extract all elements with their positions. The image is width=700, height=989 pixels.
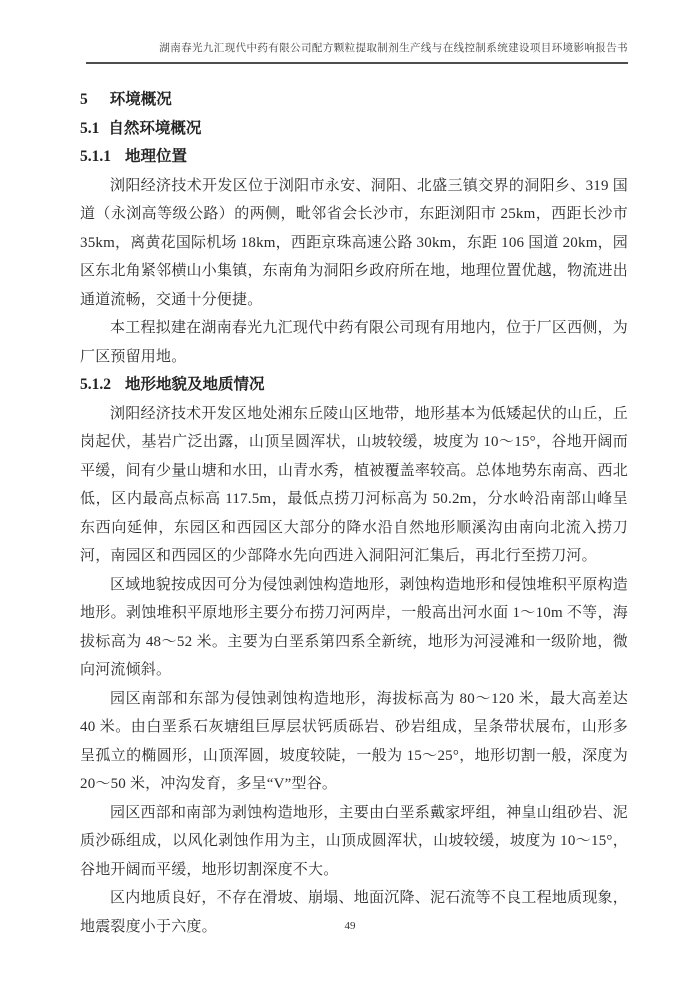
page-footer <box>0 920 700 932</box>
heading-section-title: 自然环境概况 <box>108 119 202 137</box>
document-body <box>80 86 628 941</box>
heading-subsection-terrain <box>80 371 628 400</box>
heading-subsection-geography-title: 地理位置 <box>125 148 188 165</box>
heading-section <box>80 115 628 144</box>
heading-section-number: 5.1 <box>80 119 100 137</box>
paragraph-terrain-2: 区域地貌按成因可分为侵蚀剥蚀构造地形，剥蚀构造地形和侵蚀堆积平原构造地形。剥蚀堆积平原地形主要分布捞刀河两岸，一般高出河水面 1～10m 不等，海拔标高为 48～52 米。主要为白垩系第四系全新统，地形为河浸滩和一级阶地，微向河流倾斜。 <box>80 576 628 678</box>
heading-chapter-number: 5 <box>80 91 88 108</box>
paragraph-location-2: 本工程拟建在湖南春光九汇现代中药有限公司现有用地内，位于厂区西侧，为厂区预留用地。 <box>80 320 628 365</box>
heading-subsection-geography <box>80 143 628 172</box>
paragraph-terrain-3: 园区南部和东部为侵蚀剥蚀构造地形，海拔标高为 80～120 米，最大高差达 40 米。由白垩系石灰塘组巨厚层状钙质砾岩、砂岩组成，呈条带状展布，山形多呈孤立的椭圆形，山顶浑圆，坡度较陡，一般为 15～25°，地形切割一般，深度为 20～50 米，冲沟发育，多呈“V”型谷。 <box>80 690 628 792</box>
heading-chapter <box>80 86 628 115</box>
header-title: 湖南春光九汇现代中药有限公司配方颗粒提取制剂生产线与在线控制系统建设项目环境影响报告书 <box>159 43 628 54</box>
heading-subsection-terrain-number: 5.1.2 <box>80 376 111 393</box>
page-number: 49 <box>344 920 356 932</box>
heading-subsection-terrain-title: 地形地貌及地质情况 <box>125 376 265 393</box>
paragraph-terrain-4: 园区西部和南部为剥蚀构造地形，主要由白垩系戴家坪组，神皇山组砂岩、泥质沙砾组成，以风化剥蚀作用为主，山顶成圆浑状，山坡较缓，坡度为 10～15°，谷地开阔而平缓，地形切割深度不大。 <box>80 804 628 878</box>
paragraph-terrain-1: 浏阳经济技术开发区地处湘东丘陵山区地带，地形基本为低矮起伏的山丘，丘岗起伏，基岩广泛出露，山顶呈圆浑状，山坡较缓，坡度为 10～15°，谷地开阔而平缓，间有少量山塘和水田，山青水秀，植被覆盖率较高。总体地势东南高、西北低，区内最高点标高 117.5m，最低点捞刀河标高为 50.2m，分水岭沿南部山峰呈东西向延伸，东园区和西园区大部分的降水沿自然地形顺溪沟由南向北流入捞刀河，南园区和西园区的少部降水先向西进入洞阳河汇集后，再北行至捞刀河。 <box>80 405 628 564</box>
paragraph-geology: 区内地质良好，不存在滑坡、崩塌、地面沉降、泥石流等不良工程地质现象，地震裂度小于六度。 <box>80 890 628 935</box>
paragraph-location-1: 浏阳经济技术开发区位于浏阳市永安、洞阳、北盛三镇交界的洞阳乡、319 国道（永浏高等级公路）的两侧，毗邻省会长沙市，东距浏阳市 25km，西距长沙市 35km，离黄花国际机场 18km，西距京珠高速公路 30km，东距 106 国道 20km，园区东北角紧邻横山小集镇，东南角为洞阳乡政府所在地，地理位置优越，物流进出通道流畅，交通十分便捷。 <box>80 177 628 308</box>
heading-subsection-geography-number: 5.1.1 <box>80 148 111 165</box>
running-header <box>86 42 628 64</box>
heading-chapter-title: 环境概况 <box>109 91 172 108</box>
